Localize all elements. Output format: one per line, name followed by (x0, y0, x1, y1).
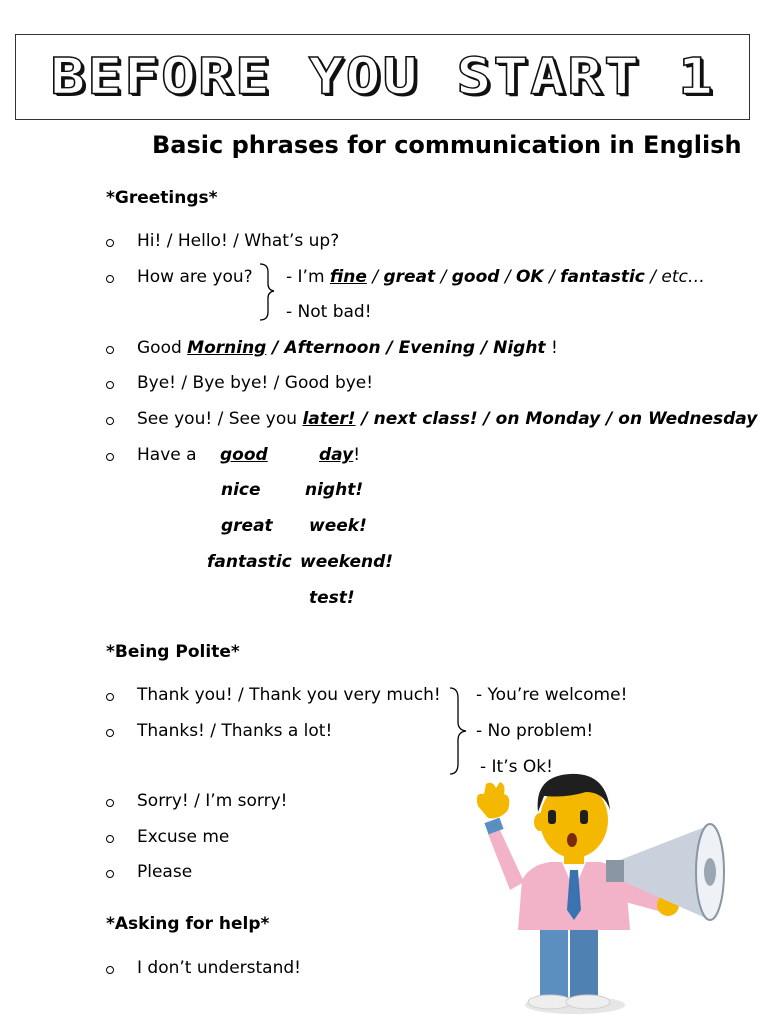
subtitle: Basic phrases for communication in English (152, 131, 742, 159)
help-heading: *Asking for help* (106, 914, 270, 934)
sep: / (266, 338, 285, 358)
noun-weekend: weekend! (300, 552, 394, 572)
bullet (106, 966, 114, 974)
greeting-how-are-you: How are you? (137, 267, 253, 287)
sep: / (435, 267, 452, 287)
greeting-hi: Hi! / Hello! / What’s up? (137, 231, 340, 251)
word-great: great (383, 267, 436, 287)
please: Please (137, 862, 193, 882)
word-ok: OK (515, 267, 544, 287)
exclaim: ! (545, 338, 558, 358)
word-fantastic: fantastic (560, 267, 645, 287)
response-welcome: - You’re welcome! (476, 685, 628, 705)
not-bad: - Not bad! (286, 302, 372, 322)
sorry: Sorry! / I’m sorry! (137, 791, 288, 811)
word-later: later! (302, 409, 356, 429)
bullet (106, 453, 114, 461)
bullet (106, 346, 114, 354)
brace-icon (256, 262, 280, 322)
bullet (106, 835, 114, 843)
polite-heading: *Being Polite* (106, 642, 240, 662)
word-fine: fine (329, 267, 367, 287)
bullet (106, 693, 114, 701)
sep: / (366, 267, 384, 287)
thanks: Thanks! / Thanks a lot! (137, 721, 333, 741)
greeting-good-times (137, 338, 558, 358)
sep: / (380, 338, 399, 358)
bullet (106, 729, 114, 737)
adj-good: good (220, 445, 268, 465)
title-box (15, 34, 750, 120)
response-prefix: - I’m (286, 267, 330, 287)
see-you-rest: / next class! / on Monday / on Wednesday (355, 409, 758, 429)
day-exclaim: ! (353, 445, 361, 465)
adj-fantastic: fantastic (207, 552, 292, 572)
adj-great: great (221, 516, 273, 536)
word-morning: Morning (187, 338, 267, 358)
word-evening: Evening (398, 338, 476, 358)
bullet (106, 275, 114, 283)
noun-day-line (319, 445, 360, 465)
page-title: BEFORE YOU START 1 (50, 47, 715, 106)
noun-test: test! (309, 588, 355, 608)
how-response-line (286, 267, 705, 287)
bullet (106, 870, 114, 878)
sep: / (543, 267, 561, 287)
excuse-me: Excuse me (137, 827, 230, 847)
see-you-prefix: See you! / See you (137, 409, 303, 429)
word-night: Night (493, 338, 546, 358)
word-afternoon: Afternoon (284, 338, 381, 358)
bullet (106, 417, 114, 425)
noun-week: week! (309, 516, 367, 536)
response-no-problem: - No problem! (476, 721, 594, 741)
dont-understand: I don’t understand! (137, 958, 301, 978)
greeting-see-you (137, 409, 757, 429)
noun-day: day (319, 445, 354, 465)
bullet (106, 799, 114, 807)
brace-icon (446, 686, 472, 776)
greetings-heading: *Greetings* (106, 188, 218, 208)
bullet (106, 381, 114, 389)
thank-you: Thank you! / Thank you very much! (137, 685, 441, 705)
have-a: Have a (137, 445, 197, 465)
adj-nice: nice (221, 480, 261, 500)
bullet (106, 239, 114, 247)
good-prefix: Good (137, 338, 188, 358)
word-good: good (451, 267, 500, 287)
sep: / (475, 338, 494, 358)
noun-night: night! (305, 480, 364, 500)
megaphone-man-illustration (470, 770, 760, 1020)
sep: / (499, 267, 516, 287)
greeting-bye: Bye! / Bye bye! / Good bye! (137, 373, 374, 393)
response-its-ok: - It’s Ok! (480, 757, 553, 777)
etc: / etc… (644, 267, 705, 287)
